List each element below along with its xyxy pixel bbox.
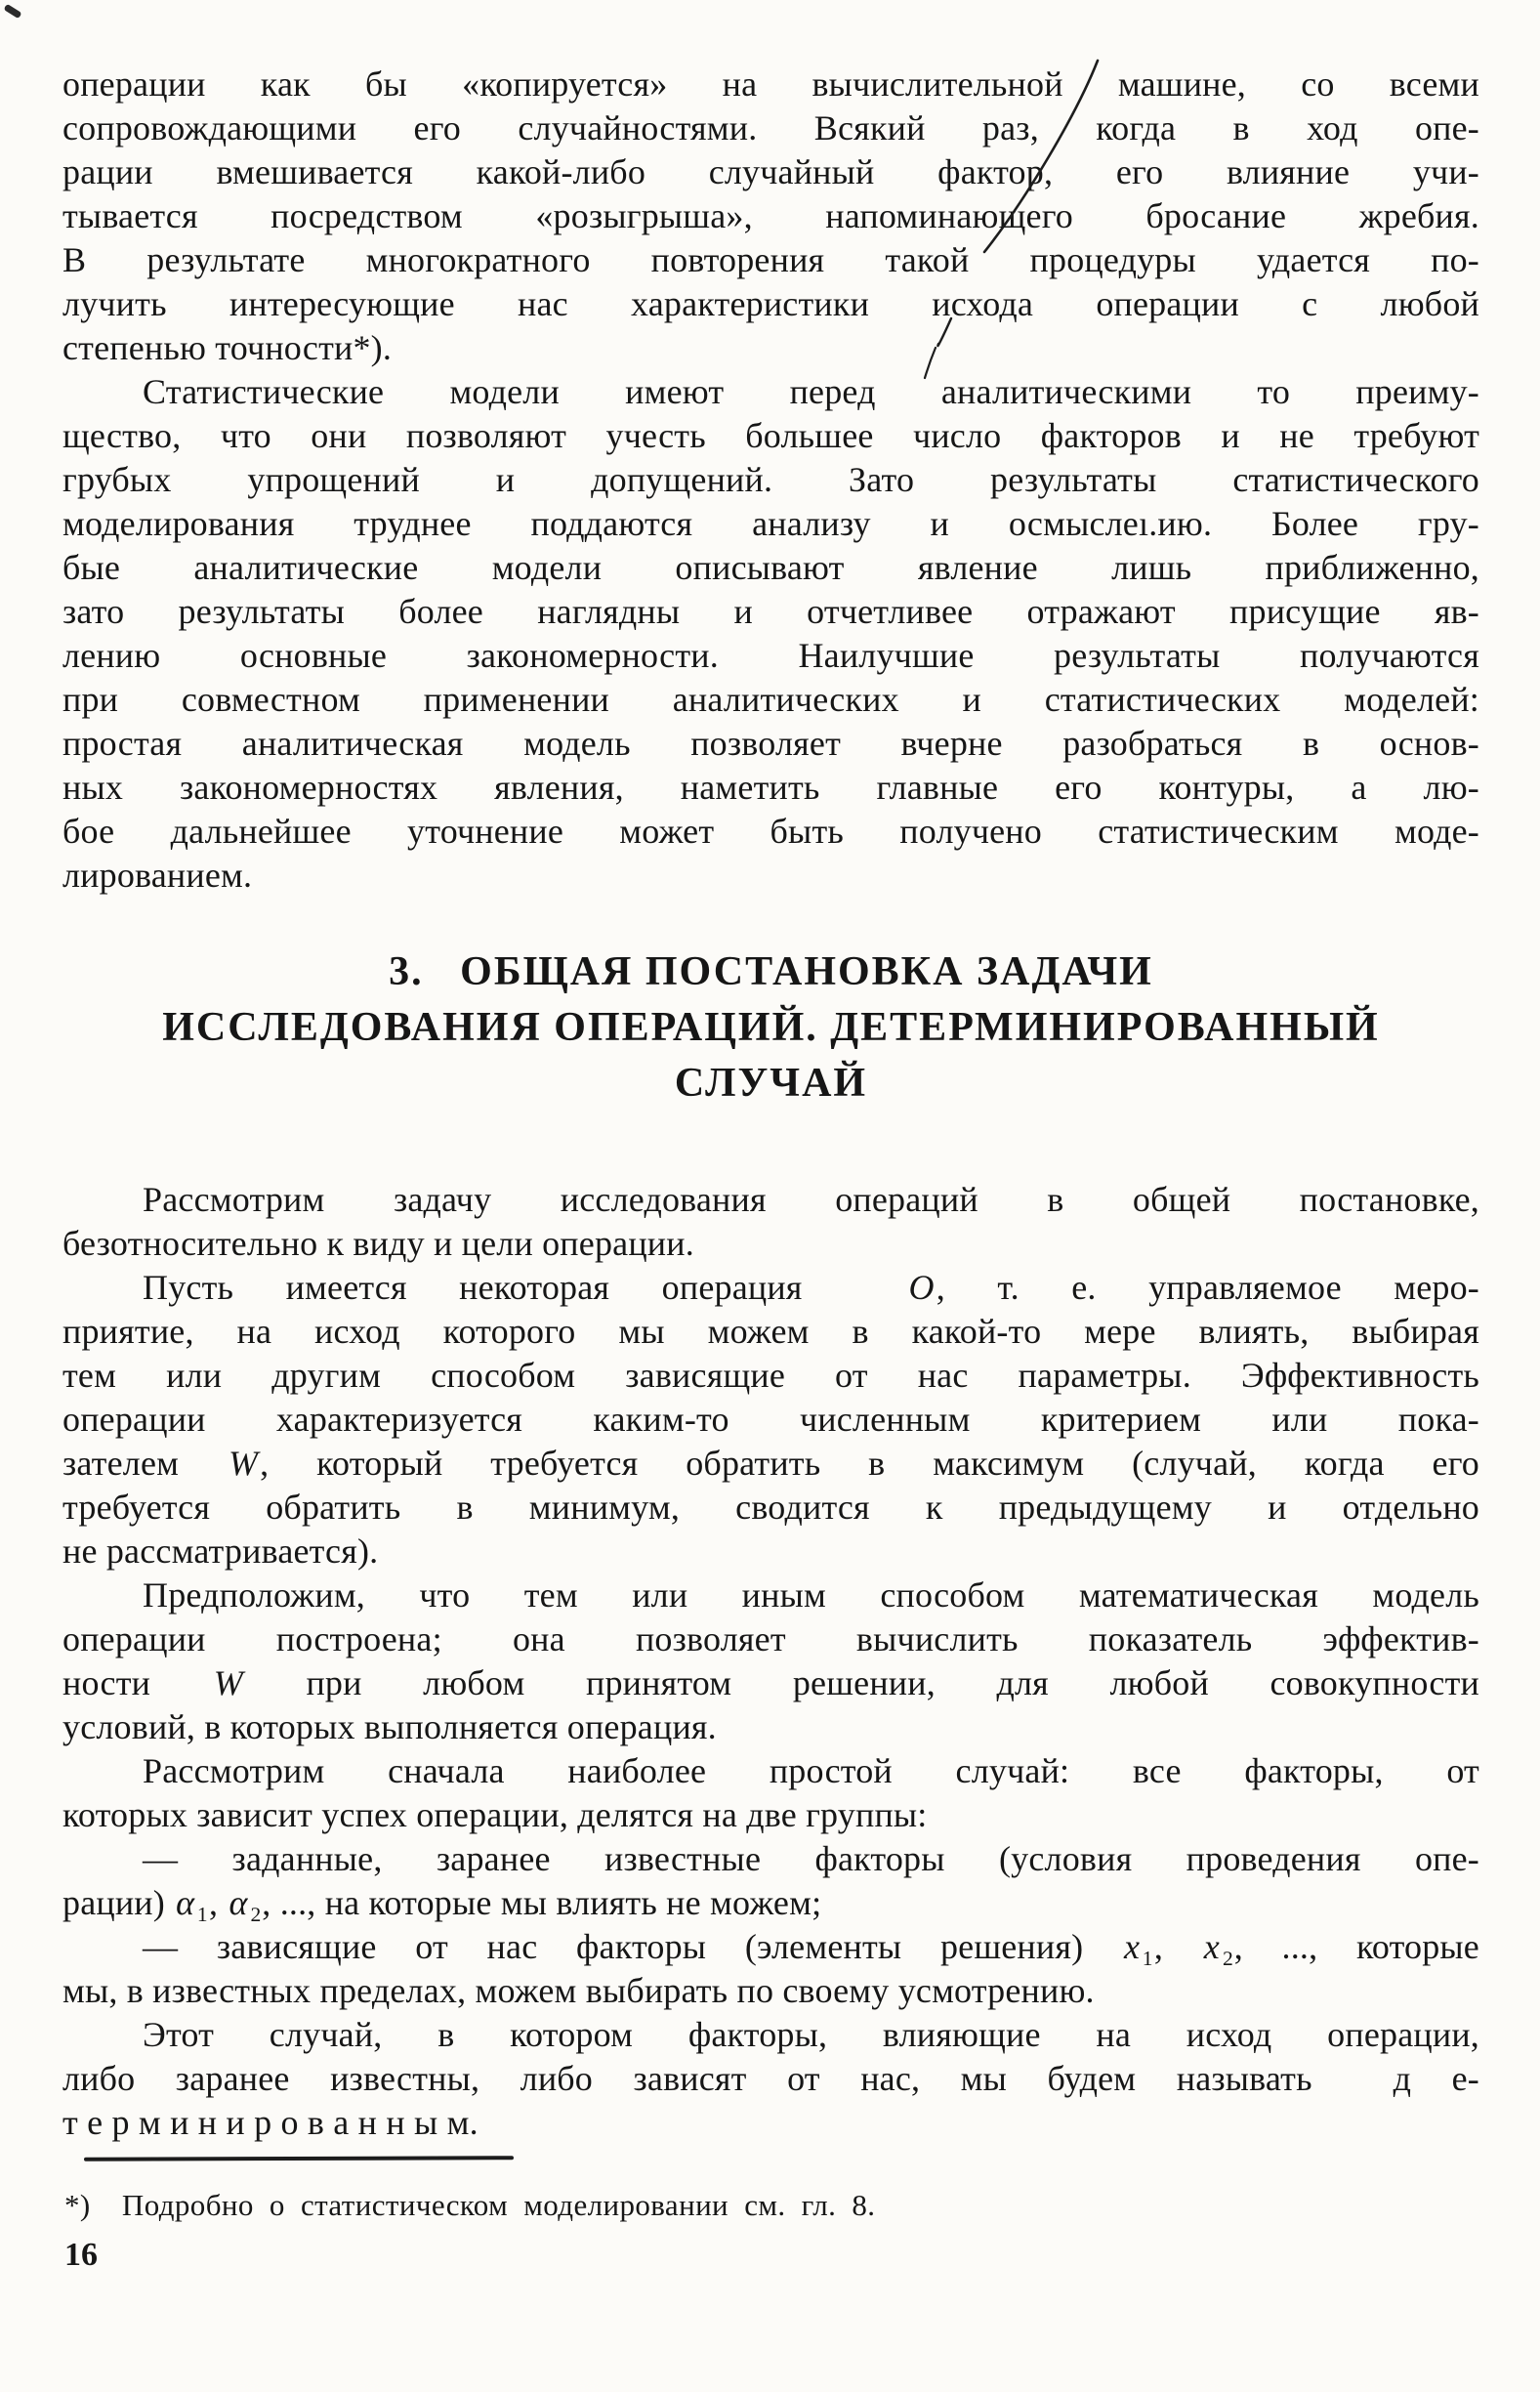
paragraph-simple-case — [62, 1749, 1479, 1837]
text-line: Рассмотрим задачу исследования операций в общей постановке, — [143, 1180, 1479, 1219]
text-line: операции характеризуется каким-то численным критерием или пока- — [62, 1400, 1479, 1439]
text-line: рации вмешивается какой-либо случайный фактор, его влияние учи- — [62, 152, 1479, 191]
paragraph-statistical-models — [62, 370, 1479, 898]
paragraph-operation-definition — [62, 1266, 1479, 1574]
text-line: либо заранее известны, либо зависят от нас, мы будем называть д е- — [62, 2059, 1479, 2098]
text-line: лированием. — [62, 856, 253, 895]
text-line: приятие, на исход которого мы можем в какой-то мере влиять, выбирая — [62, 1312, 1479, 1351]
text-line: Статистические модели имеют перед аналитическими то преиму- — [143, 372, 1479, 411]
text-line: простая аналитическая модель позволяет вчерне разобраться в основ- — [62, 724, 1479, 763]
paragraph-monte-carlo-continued — [62, 63, 1479, 370]
text-line: условий, в которых выполняется операция. — [62, 1707, 717, 1746]
text-line: лению основные закономерности. Наилучшие результаты получаются — [62, 636, 1479, 675]
text-line: щество, что они позволяют учесть большее число факторов и не требуют — [62, 416, 1479, 455]
paragraph-deterministic-case — [62, 2013, 1479, 2145]
paragraph-math-model — [62, 1574, 1479, 1749]
text-line: В результате многократного повторения такой процедуры удается по- — [62, 240, 1479, 279]
list-item-decision-factors — [62, 1925, 1479, 2013]
ink-speck — [4, 4, 22, 19]
text-line: Рассмотрим сначала наиболее простой случай: все факторы, от — [143, 1751, 1479, 1790]
text-line: ных закономерностях явления, наметить главные его контуры, а лю- — [62, 768, 1479, 807]
footnote-text: *) Подробно о статистическом моделировании см. гл. 8. — [64, 2188, 876, 2222]
footnote-divider — [84, 2156, 514, 2161]
text-line: требуется обратить в минимум, сводится к предыдущему и отдельно — [62, 1488, 1479, 1527]
text-line: — зависящие от нас факторы (элементы решения) x₁, x₂, ..., которые — [143, 1927, 1479, 1966]
text-line: не рассматривается). — [62, 1532, 379, 1571]
list-item-given-factors — [62, 1837, 1479, 1925]
text-line: зателем W, который требуется обратить в максимум (случай, когда его — [62, 1444, 1479, 1483]
text-line: сопровождающими его случайностями. Всякий раз, когда в ход опе- — [62, 108, 1479, 147]
text-line: — заданные, заранее известные факторы (условия проведения опе- — [143, 1839, 1479, 1878]
text-line: т е р м и н и р о в а н н ы м. — [62, 2103, 479, 2142]
text-line: Пусть имеется некоторая операция O, т. е. управляемое меро- — [143, 1268, 1479, 1307]
text-line: лучить интересующие нас характеристики исхода операции с любой — [62, 284, 1479, 323]
text-line: которых зависит успех операции, делятся на две группы: — [62, 1795, 928, 1834]
page-number: 16 — [64, 2237, 98, 2273]
text-line: рации) α₁, α₂, ..., на которые мы влиять не можем; — [62, 1883, 822, 1922]
text-line: Предположим, что тем или иным способом математическая модель — [143, 1575, 1479, 1615]
text-line: при совместном применении аналитических и статистических моделей: — [62, 680, 1479, 719]
text-line: тем или другим способом зависящие от нас параметры. Эффективность — [62, 1356, 1479, 1395]
heading-line: СЛУЧАЙ — [674, 1061, 868, 1106]
text-line: тывается посредством «розыгрыша», напоминающего бросание жребия. — [62, 196, 1479, 235]
text-line: моделирования труднее поддаются анализу и осмыслеı.ию. Более гру- — [62, 504, 1479, 543]
text-line: Этот случай, в котором факторы, влияющие на исход операции, — [143, 2015, 1479, 2054]
text-line: степенью точности*). — [62, 328, 393, 367]
text-line: грубых упрощений и допущений. Зато результаты статистического — [62, 460, 1479, 499]
text-line: ности W при любом принятом решении, для любой совокупности — [62, 1663, 1479, 1702]
page-content — [62, 63, 1479, 2145]
text-line: бые аналитические модели описывают явление лишь приближенно, — [62, 548, 1479, 587]
section-heading — [62, 944, 1479, 1112]
text-line: бое дальнейшее уточнение может быть получено статистическим моде- — [62, 812, 1479, 851]
text-line: мы, в известных пределах, можем выбирать по своему усмотрению. — [62, 1971, 1095, 2010]
text-line: зато результаты более наглядны и отчетливее отражают присущие яв- — [62, 592, 1479, 631]
heading-line: ИССЛЕДОВАНИЯ ОПЕРАЦИЙ. ДЕТЕРМИНИРОВАННЫЙ — [162, 1005, 1380, 1050]
text-line: безотносительно к виду и цели операции. — [62, 1224, 694, 1263]
text-line: операции как бы «копируется» на вычислительной машине, со всеми — [62, 64, 1479, 104]
text-line: операции построена; она позволяет вычислить показатель эффектив- — [62, 1619, 1479, 1658]
paragraph-problem-statement — [62, 1178, 1479, 1266]
heading-line: 3. ОБЩАЯ ПОСТАНОВКА ЗАДАЧИ — [389, 949, 1153, 994]
